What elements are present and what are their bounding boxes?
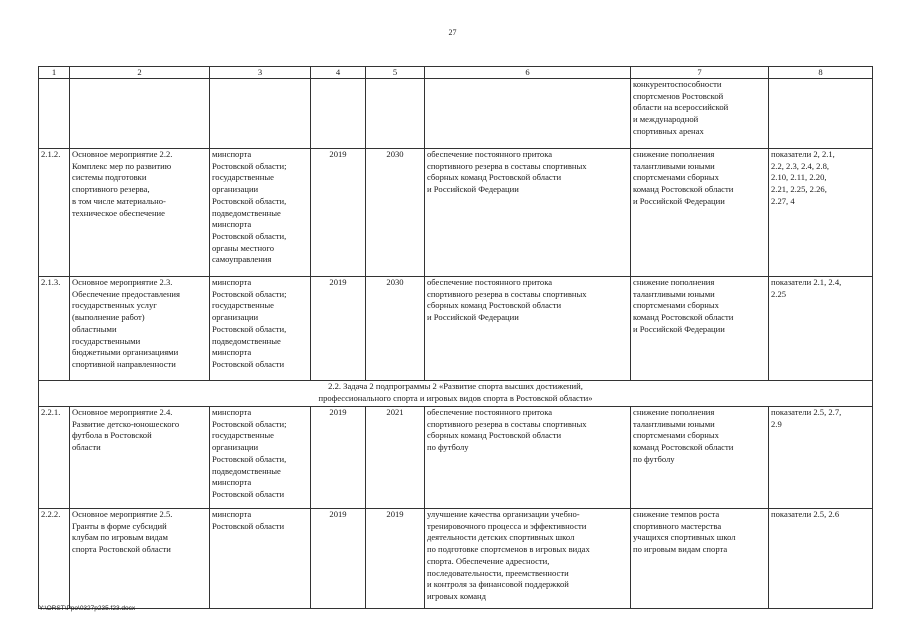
consequences: снижение темпов роста спортивного мастерства учащихся спортивных школ по игровым видам спорта [631, 509, 769, 609]
expected-result: обеспечение постоянного притока спортивного резерва в составы спортивных сборных команд Ростовской области по футболу [425, 407, 631, 509]
header-row [39, 67, 873, 79]
end-year: 2030 [366, 149, 425, 277]
activity-name: Основное мероприятие 2.3. Обеспечение предоставления государственных услуг (выполнение работ) областными государственными бюджетными организациями спортивной направленности [70, 277, 210, 381]
table-row [39, 407, 873, 509]
header-cell: 5 [366, 67, 425, 79]
executor: минспорта Ростовской области; государственные организации Ростовской области, подведомственные минспорта Ростовской области [210, 407, 311, 509]
activity-name: Основное мероприятие 2.4. Развитие детско-юношеского футбола в Ростовской области [70, 407, 210, 509]
continuation-row [39, 79, 873, 149]
start-year: 2019 [311, 509, 366, 609]
end-year: 2019 [366, 509, 425, 609]
table-row [39, 277, 873, 381]
row-number: 2.2.2. [39, 509, 70, 609]
continuation-consequences: конкурентоспособности спортсменов Ростовской области на всероссийской и международной спортивных аренах [631, 79, 769, 149]
page-number: 27 [448, 28, 457, 37]
indicators: показатели 2.1, 2.4, 2.25 [769, 277, 873, 381]
executor: минспорта Ростовской области [210, 509, 311, 609]
start-year: 2019 [311, 277, 366, 381]
header-cell: 1 [39, 67, 70, 79]
consequences: снижение пополнения талантливыми юными спортсменами сборных команд Ростовской области и Российской Федерации [631, 149, 769, 277]
header-cell: 8 [769, 67, 873, 79]
expected-result: обеспечение постоянного притока спортивного резерва в составы спортивных сборных команд Ростовской области и Российской Федерации [425, 277, 631, 381]
activities-table [38, 66, 873, 609]
executor: минспорта Ростовской области; государственные организации Ростовской области, подведомственные минспорта Ростовской области [210, 277, 311, 381]
indicators: показатели 2.5, 2.7, 2.9 [769, 407, 873, 509]
start-year: 2019 [311, 407, 366, 509]
consequences: снижение пополнения талантливыми юными спортсменами сборных команд Ростовской области по футболу [631, 407, 769, 509]
activity-name: Основное мероприятие 2.2. Комплекс мер по развитию системы подготовки спортивного резерва, в том числе материально- техническое обеспечение [70, 149, 210, 277]
executor: минспорта Ростовской области; государственные организации Ростовской области, подведомственные минспорта Ростовской области, органы местного самоуправления [210, 149, 311, 277]
header-cell: 7 [631, 67, 769, 79]
activity-name: Основное мероприятие 2.5. Гранты в форме субсидий клубам по игровым видам спорта Ростовской области [70, 509, 210, 609]
header-cell: 3 [210, 67, 311, 79]
expected-result: улучшение качества организации учебно- тренировочного процесса и эффективности деятельности детских спортивных школ по подготовке спортсменов в игровых видах спорта. Обеспечение адресности, последовательности, преемственности и контроля за финансовой поддержкой игровых команд [425, 509, 631, 609]
end-year: 2030 [366, 277, 425, 381]
row-number: 2.1.2. [39, 149, 70, 277]
start-year: 2019 [311, 149, 366, 277]
row-number: 2.1.3. [39, 277, 70, 381]
table-row [39, 509, 873, 609]
task-heading: 2.2. Задача 2 подпрограммы 2 «Развитие спорта высших достижений, профессионального спорта и игровых видов спорта в Ростовской области» [39, 381, 873, 407]
header-cell: 4 [311, 67, 366, 79]
row-number: 2.2.1. [39, 407, 70, 509]
indicators: показатели 2.5, 2.6 [769, 509, 873, 609]
consequences: снижение пополнения талантливыми юными спортсменами сборных команд Ростовской области и Российской Федерации [631, 277, 769, 381]
table-row [39, 149, 873, 277]
task-row [39, 381, 873, 407]
end-year: 2021 [366, 407, 425, 509]
header-cell: 2 [70, 67, 210, 79]
file-path-footer: Y:\ORST\Ppo\0327p235.f23.docx [39, 605, 136, 612]
indicators: показатели 2, 2.1, 2.2, 2.3, 2.4, 2.8, 2.10, 2.11, 2.20, 2.21, 2.25, 2.26, 2.27, 4 [769, 149, 873, 277]
expected-result: обеспечение постоянного притока спортивного резерва в составы спортивных сборных команд Ростовской области и Российской Федерации [425, 149, 631, 277]
header-cell: 6 [425, 67, 631, 79]
